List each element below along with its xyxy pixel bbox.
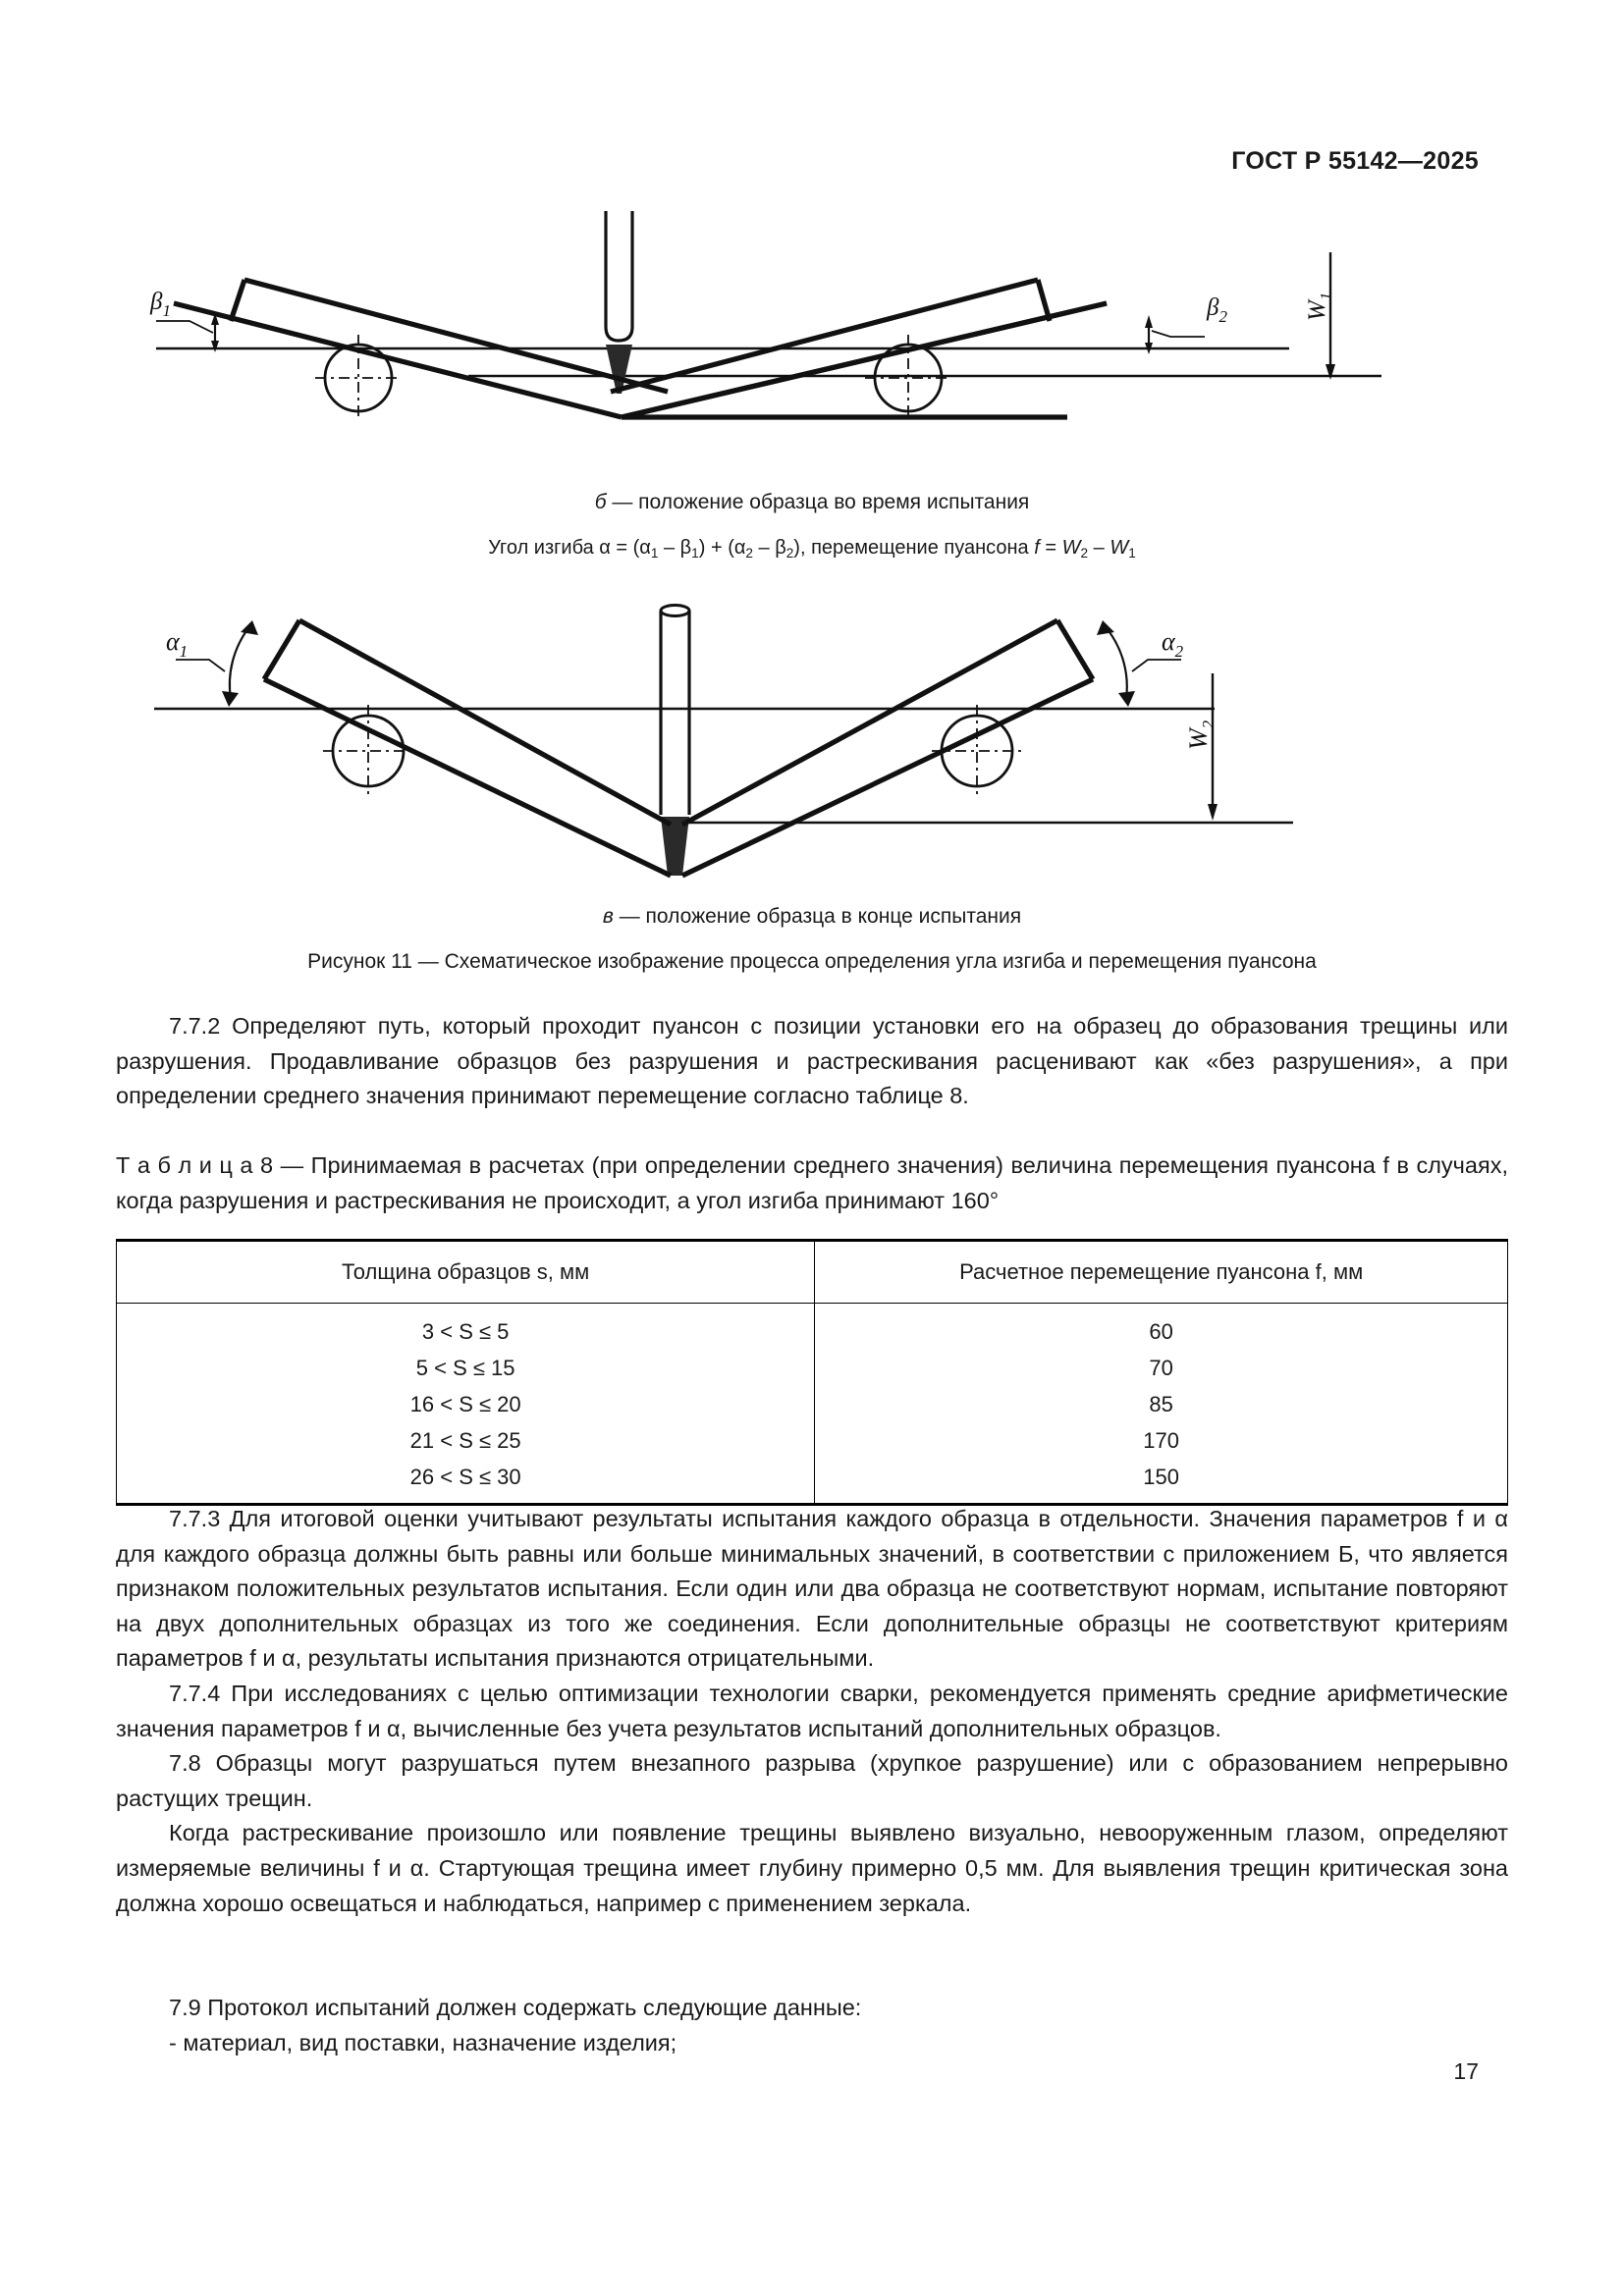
alpha2-label: $\alpha_2$ [1162,627,1184,661]
cell-displacement: 60 [815,1304,1508,1351]
caption-b-text: — положение образца во время испытания [606,491,1030,513]
caption-v-letter: в [602,905,614,928]
alpha1-dimension [176,620,258,707]
paragraph-7-7-2: 7.7.2 Определяют путь, который проходит пуансон с позиции установки его на образец до образования трещины или разрушения. Продавливание образцов без разрушения и растрескивания расценивают как «без разрушения», а при определении среднего значения принимают перемещение согласно таблице 8. [116,1013,1508,1109]
table-row [117,1304,1508,1351]
paragraph-7-9: 7.9 Протокол испытаний должен содержать следующие данные: [169,1995,862,2020]
figure-caption-b [0,491,1624,514]
figure-caption-v [0,905,1624,929]
beta2-label: $\beta_2$ [1207,294,1227,326]
cell-thickness: 3 < S ≤ 5 [117,1304,815,1351]
cell-thickness: 5 < S ≤ 15 [117,1350,815,1386]
figure-formula-line: Угол изгиба α = (α1 – β1) + (α2 – β2), перемещение пуансона f = W2 – W1 [488,537,1136,561]
paragraph-7-7-3: 7.7.3 Для итоговой оценки учитывают результаты испытания каждого образца в отдельности. Значения параметров f и α для каждого образца должны быть равны или больше минимальных значений, в соответствии с приложением Б, что является признаком положительных результатов испытания. Если один или два образца не соответствуют нормам, испытание повторяют на двух дополнительных образцах из того же соединения. Если дополнительные образцы не соответствуют критериям параметров f и α, результаты испытания признаются отрицательными. [116,1506,1508,1672]
specimen-left-cap [264,620,299,679]
beta1-label: $\beta_1$ [150,289,171,320]
specimen-right-upper-edge-2 [622,303,1107,417]
paragraph-7-8: 7.8 Образцы могут разрушаться путем внезапного разрыва (хрупкое разрушение) или с образованием непрерывно растущих трещин. [116,1750,1508,1811]
specimen-right-cap [1057,620,1093,679]
cell-thickness: 21 < S ≤ 25 [117,1422,815,1459]
cell-displacement: 150 [815,1459,1508,1505]
w2-label: $W_2$ [1184,720,1218,750]
paragraph-7-8-continued: Когда растрескивание произошло или появление трещины выявлено визуально, невооруженным глазом, определяют измеряемые величины f и α. Стартующая трещина имеет глубину примерно 0,5 мм. Для выявления трещин критическая зона должна хорошо освещаться и наблюдаться, например с применением зеркала. [116,1820,1508,1916]
table-header-displacement: Расчетное перемещение пуансона f, мм [815,1241,1508,1304]
table-8-body [117,1304,1508,1505]
standard-header: ГОСТ Р 55142—2025 [1231,147,1479,175]
paragraph-7-9-block [116,1991,1508,2060]
table-8-caption: Т а б л и ц а 8 — Принимаемая в расчетах (при определении среднего значения) величина перемещения пуансона f в случаях, когда разрушения и растрескивания не происходит, а угол изгиба принимают 160° [116,1152,1508,1213]
table-header-row [117,1241,1508,1304]
cell-thickness: 16 < S ≤ 20 [117,1386,815,1422]
table-row [117,1350,1508,1386]
table-header-thickness: Толщина образцов s, мм [117,1241,815,1304]
specimen-left-end-cap [231,280,244,321]
table-8 [116,1239,1508,1506]
page-number: 17 [1453,2058,1479,2084]
cell-thickness: 26 < S ≤ 30 [117,1459,815,1505]
figure-11b-diagram [0,211,1624,471]
table-row [117,1422,1508,1459]
paragraphs-block-lower [116,1502,1508,1921]
punch-shaft [606,211,632,341]
bend-test-during-svg [115,211,1509,471]
paragraph-7-7-4: 7.7.4 При исследованиях с целью оптимизации технологии сварки, рекомендуется применять средние арифметические значения параметров f и α, вычисленные без учета результатов испытаний дополнительных образцов. [116,1680,1508,1741]
list-item: - материал, вид поставки, назначение изделия; [169,2029,677,2056]
paragraph-7-7-2-block [116,1009,1508,1114]
table-row [117,1459,1508,1505]
cell-displacement: 85 [815,1386,1508,1422]
cell-displacement: 70 [815,1350,1508,1386]
w1-label: $W_1$ [1304,292,1335,321]
caption-b-letter: б [594,491,607,513]
punch-top-ellipse [661,606,689,616]
table-8-wrapper [116,1239,1508,1506]
bend-test-end-svg [115,589,1509,883]
table-row [117,1386,1508,1422]
roller-left [323,705,413,797]
cell-displacement: 170 [815,1422,1508,1459]
alpha1-label: $\alpha_1$ [166,627,189,661]
caption-v-text: — положение образца в конце испытания [613,905,1022,928]
figure-11-caption: Рисунок 11 — Схематическое изображение процесса определения угла изгиба и перемещения пуансона [307,950,1317,973]
figure-11v-diagram [0,589,1624,883]
